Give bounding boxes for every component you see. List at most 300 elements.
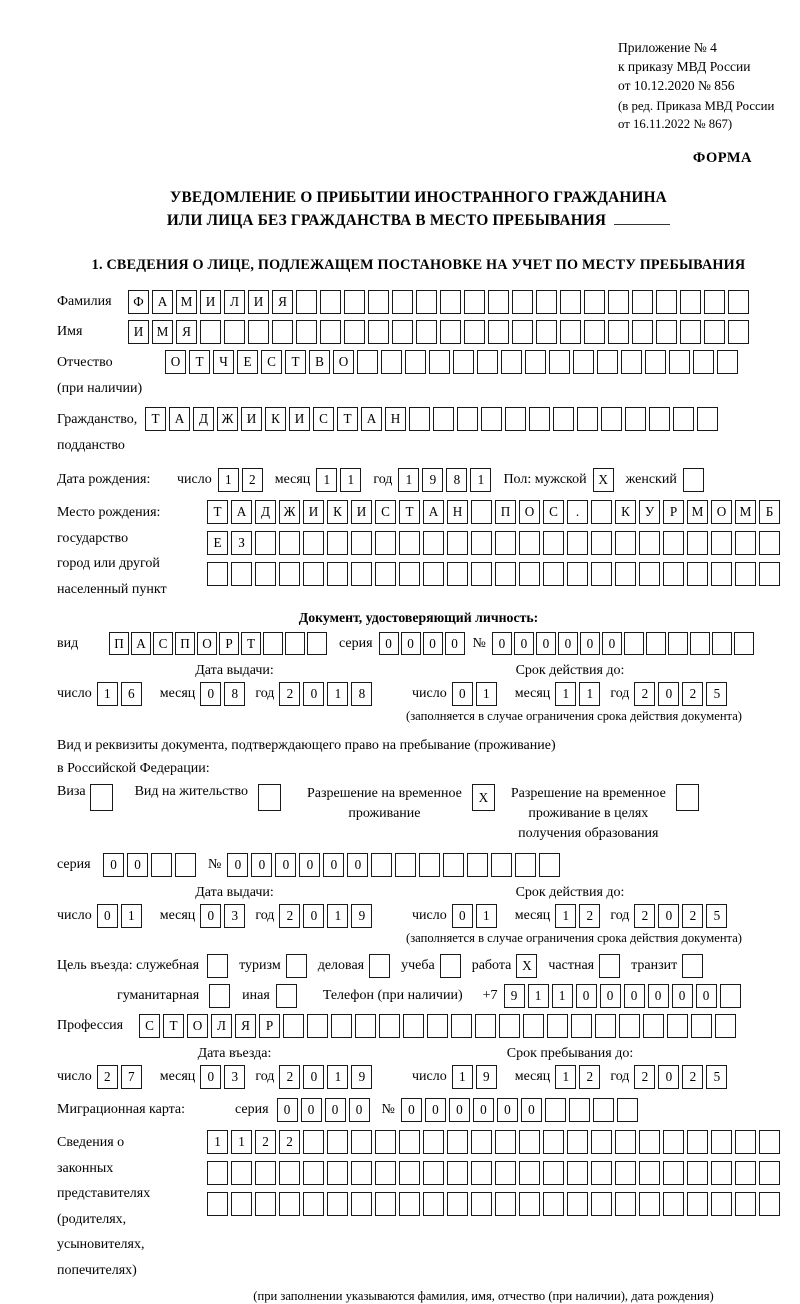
char-cell[interactable] xyxy=(543,562,564,586)
char-cell[interactable] xyxy=(646,632,666,655)
char-cell[interactable]: М xyxy=(152,320,173,344)
char-cell[interactable] xyxy=(735,1130,756,1154)
char-cell[interactable] xyxy=(368,320,389,344)
char-cell[interactable]: 0 xyxy=(658,904,679,928)
char-cell[interactable] xyxy=(697,407,718,431)
char-cell[interactable] xyxy=(591,531,612,555)
char-cell[interactable]: Л xyxy=(211,1014,232,1038)
char-cell[interactable] xyxy=(375,1192,396,1216)
char-cell[interactable] xyxy=(668,632,688,655)
char-cell[interactable] xyxy=(285,632,305,655)
char-cell[interactable]: 9 xyxy=(351,1065,372,1089)
char-cell[interactable] xyxy=(687,1192,708,1216)
char-cell[interactable]: 2 xyxy=(255,1130,276,1154)
char-cell[interactable] xyxy=(712,632,732,655)
char-cell[interactable] xyxy=(687,1130,708,1154)
char-cell[interactable] xyxy=(595,1014,616,1038)
char-cell[interactable] xyxy=(615,1130,636,1154)
transit-checkbox[interactable] xyxy=(682,954,703,978)
char-cell[interactable] xyxy=(639,1130,660,1154)
char-cell[interactable] xyxy=(615,1192,636,1216)
char-cell[interactable] xyxy=(423,1192,444,1216)
char-cell[interactable]: Ч xyxy=(213,350,234,374)
char-cell[interactable]: А xyxy=(152,290,173,314)
char-cell[interactable]: С xyxy=(139,1014,160,1038)
char-cell[interactable] xyxy=(663,1130,684,1154)
char-cell[interactable] xyxy=(375,562,396,586)
char-cell[interactable]: 1 xyxy=(207,1130,228,1154)
char-cell[interactable]: О xyxy=(711,500,732,524)
humanitarian-checkbox[interactable] xyxy=(209,984,230,1008)
char-cell[interactable]: О xyxy=(333,350,354,374)
char-cell[interactable] xyxy=(231,1161,252,1185)
char-cell[interactable]: Я xyxy=(176,320,197,344)
char-cell[interactable]: 2 xyxy=(682,1065,703,1089)
char-cell[interactable]: 0 xyxy=(303,1065,324,1089)
char-cell[interactable] xyxy=(403,1014,424,1038)
char-cell[interactable] xyxy=(567,1130,588,1154)
char-cell[interactable]: 2 xyxy=(682,682,703,706)
char-cell[interactable]: 1 xyxy=(218,468,239,492)
temp-residence-edu-checkbox[interactable] xyxy=(676,784,699,811)
char-cell[interactable]: Т xyxy=(241,632,261,655)
char-cell[interactable]: 8 xyxy=(224,682,245,706)
char-cell[interactable]: И xyxy=(241,407,262,431)
char-cell[interactable] xyxy=(399,1161,420,1185)
char-cell[interactable]: А xyxy=(131,632,151,655)
char-cell[interactable]: 2 xyxy=(279,682,300,706)
private-checkbox[interactable] xyxy=(599,954,620,978)
char-cell[interactable] xyxy=(573,350,594,374)
char-cell[interactable]: С xyxy=(153,632,173,655)
char-cell[interactable]: 0 xyxy=(521,1098,542,1122)
char-cell[interactable]: 0 xyxy=(349,1098,370,1122)
char-cell[interactable] xyxy=(715,1014,736,1038)
char-cell[interactable] xyxy=(608,320,629,344)
char-cell[interactable]: О xyxy=(197,632,217,655)
char-cell[interactable] xyxy=(351,1192,372,1216)
char-cell[interactable] xyxy=(207,1161,228,1185)
char-cell[interactable]: 0 xyxy=(497,1098,518,1122)
char-cell[interactable] xyxy=(423,1161,444,1185)
char-cell[interactable] xyxy=(759,1130,780,1154)
char-cell[interactable] xyxy=(471,1192,492,1216)
char-cell[interactable]: 1 xyxy=(555,1065,576,1089)
char-cell[interactable] xyxy=(529,407,550,431)
char-cell[interactable]: 1 xyxy=(97,682,118,706)
char-cell[interactable]: О xyxy=(165,350,186,374)
char-cell[interactable]: С xyxy=(313,407,334,431)
char-cell[interactable]: Н xyxy=(385,407,406,431)
char-cell[interactable] xyxy=(151,853,172,877)
char-cell[interactable] xyxy=(283,1014,304,1038)
char-cell[interactable] xyxy=(371,853,392,877)
char-cell[interactable] xyxy=(567,531,588,555)
char-cell[interactable] xyxy=(560,320,581,344)
char-cell[interactable] xyxy=(591,562,612,586)
char-cell[interactable] xyxy=(704,290,725,314)
char-cell[interactable] xyxy=(471,1130,492,1154)
char-cell[interactable]: Н xyxy=(447,500,468,524)
char-cell[interactable]: 0 xyxy=(536,632,556,655)
char-cell[interactable]: Т xyxy=(399,500,420,524)
char-cell[interactable] xyxy=(375,1130,396,1154)
char-cell[interactable]: 2 xyxy=(279,1065,300,1089)
char-cell[interactable] xyxy=(619,1014,640,1038)
char-cell[interactable]: 0 xyxy=(103,853,124,877)
char-cell[interactable] xyxy=(427,1014,448,1038)
char-cell[interactable] xyxy=(327,562,348,586)
char-cell[interactable] xyxy=(663,562,684,586)
char-cell[interactable] xyxy=(536,320,557,344)
char-cell[interactable]: 0 xyxy=(323,853,344,877)
char-cell[interactable] xyxy=(279,1161,300,1185)
char-cell[interactable] xyxy=(344,320,365,344)
char-cell[interactable]: 2 xyxy=(279,1130,300,1154)
char-cell[interactable]: 1 xyxy=(327,904,348,928)
char-cell[interactable] xyxy=(571,1014,592,1038)
char-cell[interactable] xyxy=(395,853,416,877)
char-cell[interactable] xyxy=(255,1192,276,1216)
char-cell[interactable] xyxy=(543,531,564,555)
char-cell[interactable] xyxy=(639,562,660,586)
char-cell[interactable]: 0 xyxy=(514,632,534,655)
char-cell[interactable]: . xyxy=(567,500,588,524)
char-cell[interactable]: 1 xyxy=(452,1065,473,1089)
char-cell[interactable] xyxy=(593,1098,614,1122)
char-cell[interactable] xyxy=(669,350,690,374)
char-cell[interactable] xyxy=(375,1161,396,1185)
char-cell[interactable] xyxy=(720,984,741,1008)
char-cell[interactable] xyxy=(617,1098,638,1122)
char-cell[interactable]: 2 xyxy=(682,904,703,928)
char-cell[interactable]: П xyxy=(109,632,129,655)
char-cell[interactable] xyxy=(175,853,196,877)
char-cell[interactable]: Т xyxy=(189,350,210,374)
char-cell[interactable]: 2 xyxy=(579,904,600,928)
char-cell[interactable] xyxy=(519,1161,540,1185)
char-cell[interactable] xyxy=(351,562,372,586)
char-cell[interactable] xyxy=(429,350,450,374)
char-cell[interactable] xyxy=(515,853,536,877)
char-cell[interactable] xyxy=(399,531,420,555)
char-cell[interactable]: 0 xyxy=(347,853,368,877)
char-cell[interactable]: 5 xyxy=(706,1065,727,1089)
char-cell[interactable] xyxy=(440,320,461,344)
char-cell[interactable] xyxy=(567,562,588,586)
char-cell[interactable] xyxy=(759,562,780,586)
char-cell[interactable] xyxy=(331,1014,352,1038)
char-cell[interactable] xyxy=(451,1014,472,1038)
char-cell[interactable] xyxy=(488,290,509,314)
char-cell[interactable]: 0 xyxy=(200,682,221,706)
char-cell[interactable] xyxy=(423,531,444,555)
char-cell[interactable] xyxy=(351,1161,372,1185)
char-cell[interactable]: Я xyxy=(235,1014,256,1038)
char-cell[interactable] xyxy=(553,407,574,431)
char-cell[interactable]: 1 xyxy=(528,984,549,1008)
char-cell[interactable]: 0 xyxy=(648,984,669,1008)
char-cell[interactable] xyxy=(624,632,644,655)
char-cell[interactable]: 0 xyxy=(401,632,421,655)
char-cell[interactable] xyxy=(320,290,341,314)
char-cell[interactable] xyxy=(320,320,341,344)
char-cell[interactable] xyxy=(639,1161,660,1185)
char-cell[interactable] xyxy=(399,1192,420,1216)
char-cell[interactable]: 9 xyxy=(504,984,525,1008)
char-cell[interactable]: А xyxy=(361,407,382,431)
business-checkbox[interactable] xyxy=(207,954,228,978)
char-cell[interactable]: 0 xyxy=(303,682,324,706)
char-cell[interactable] xyxy=(399,562,420,586)
char-cell[interactable] xyxy=(447,1192,468,1216)
visa-checkbox[interactable] xyxy=(90,784,113,811)
char-cell[interactable]: 1 xyxy=(398,468,419,492)
char-cell[interactable] xyxy=(560,290,581,314)
char-cell[interactable]: И xyxy=(303,500,324,524)
char-cell[interactable] xyxy=(567,1161,588,1185)
char-cell[interactable] xyxy=(608,290,629,314)
char-cell[interactable] xyxy=(224,320,245,344)
char-cell[interactable]: 0 xyxy=(200,1065,221,1089)
char-cell[interactable] xyxy=(255,1161,276,1185)
char-cell[interactable] xyxy=(351,531,372,555)
char-cell[interactable] xyxy=(523,1014,544,1038)
char-cell[interactable] xyxy=(207,562,228,586)
char-cell[interactable]: 0 xyxy=(251,853,272,877)
char-cell[interactable] xyxy=(495,562,516,586)
char-cell[interactable]: Т xyxy=(145,407,166,431)
char-cell[interactable] xyxy=(759,1161,780,1185)
char-cell[interactable]: Я xyxy=(272,290,293,314)
char-cell[interactable]: 0 xyxy=(303,904,324,928)
char-cell[interactable]: 0 xyxy=(277,1098,298,1122)
char-cell[interactable] xyxy=(392,320,413,344)
char-cell[interactable] xyxy=(495,1161,516,1185)
char-cell[interactable]: 0 xyxy=(425,1098,446,1122)
char-cell[interactable]: М xyxy=(735,500,756,524)
char-cell[interactable] xyxy=(447,531,468,555)
char-cell[interactable]: 2 xyxy=(97,1065,118,1089)
char-cell[interactable] xyxy=(491,853,512,877)
char-cell[interactable]: 2 xyxy=(242,468,263,492)
char-cell[interactable]: 0 xyxy=(200,904,221,928)
char-cell[interactable]: 1 xyxy=(476,682,497,706)
char-cell[interactable]: 1 xyxy=(327,682,348,706)
char-cell[interactable] xyxy=(447,562,468,586)
char-cell[interactable] xyxy=(621,350,642,374)
char-cell[interactable]: 1 xyxy=(555,904,576,928)
char-cell[interactable]: И xyxy=(200,290,221,314)
char-cell[interactable]: О xyxy=(187,1014,208,1038)
char-cell[interactable]: Е xyxy=(207,531,228,555)
char-cell[interactable] xyxy=(471,531,492,555)
char-cell[interactable]: 0 xyxy=(449,1098,470,1122)
char-cell[interactable] xyxy=(639,1192,660,1216)
char-cell[interactable] xyxy=(231,1192,252,1216)
char-cell[interactable]: З xyxy=(231,531,252,555)
char-cell[interactable]: 0 xyxy=(600,984,621,1008)
char-cell[interactable]: Р xyxy=(259,1014,280,1038)
char-cell[interactable] xyxy=(591,1130,612,1154)
char-cell[interactable]: У xyxy=(639,500,660,524)
other-checkbox[interactable] xyxy=(276,984,297,1008)
char-cell[interactable] xyxy=(392,290,413,314)
temp-residence-checkbox[interactable]: X xyxy=(472,784,495,811)
char-cell[interactable] xyxy=(279,562,300,586)
char-cell[interactable] xyxy=(691,1014,712,1038)
char-cell[interactable] xyxy=(351,1130,372,1154)
char-cell[interactable]: 0 xyxy=(301,1098,322,1122)
char-cell[interactable] xyxy=(255,562,276,586)
char-cell[interactable] xyxy=(539,853,560,877)
char-cell[interactable]: Т xyxy=(163,1014,184,1038)
char-cell[interactable] xyxy=(536,290,557,314)
char-cell[interactable] xyxy=(717,350,738,374)
char-cell[interactable] xyxy=(735,1192,756,1216)
char-cell[interactable]: И xyxy=(128,320,149,344)
char-cell[interactable] xyxy=(207,1192,228,1216)
char-cell[interactable] xyxy=(711,562,732,586)
char-cell[interactable]: К xyxy=(265,407,286,431)
char-cell[interactable] xyxy=(501,350,522,374)
char-cell[interactable]: 1 xyxy=(579,682,600,706)
char-cell[interactable] xyxy=(475,1014,496,1038)
char-cell[interactable] xyxy=(547,1014,568,1038)
char-cell[interactable]: 1 xyxy=(316,468,337,492)
char-cell[interactable]: 0 xyxy=(672,984,693,1008)
char-cell[interactable] xyxy=(327,1161,348,1185)
char-cell[interactable] xyxy=(639,531,660,555)
char-cell[interactable]: Ж xyxy=(279,500,300,524)
char-cell[interactable] xyxy=(663,1161,684,1185)
char-cell[interactable]: 0 xyxy=(580,632,600,655)
char-cell[interactable] xyxy=(632,290,653,314)
char-cell[interactable] xyxy=(272,320,293,344)
study-checkbox[interactable] xyxy=(440,954,461,978)
char-cell[interactable]: Т xyxy=(207,500,228,524)
char-cell[interactable] xyxy=(419,853,440,877)
char-cell[interactable] xyxy=(584,320,605,344)
char-cell[interactable]: Т xyxy=(285,350,306,374)
char-cell[interactable]: П xyxy=(175,632,195,655)
char-cell[interactable] xyxy=(567,1192,588,1216)
char-cell[interactable] xyxy=(471,562,492,586)
char-cell[interactable]: Л xyxy=(224,290,245,314)
char-cell[interactable] xyxy=(693,350,714,374)
char-cell[interactable] xyxy=(416,320,437,344)
char-cell[interactable]: 0 xyxy=(452,682,473,706)
char-cell[interactable]: 0 xyxy=(423,632,443,655)
char-cell[interactable]: 9 xyxy=(422,468,443,492)
char-cell[interactable] xyxy=(615,1161,636,1185)
char-cell[interactable] xyxy=(416,290,437,314)
char-cell[interactable]: О xyxy=(519,500,540,524)
delovaya-checkbox[interactable] xyxy=(369,954,390,978)
char-cell[interactable]: Ж xyxy=(217,407,238,431)
char-cell[interactable] xyxy=(440,290,461,314)
char-cell[interactable]: 6 xyxy=(121,682,142,706)
char-cell[interactable]: 3 xyxy=(224,904,245,928)
char-cell[interactable] xyxy=(519,562,540,586)
char-cell[interactable] xyxy=(680,320,701,344)
char-cell[interactable] xyxy=(569,1098,590,1122)
char-cell[interactable] xyxy=(545,1098,566,1122)
char-cell[interactable] xyxy=(443,853,464,877)
char-cell[interactable]: 2 xyxy=(634,1065,655,1089)
char-cell[interactable] xyxy=(423,1130,444,1154)
residence-permit-checkbox[interactable] xyxy=(258,784,281,811)
char-cell[interactable] xyxy=(645,350,666,374)
char-cell[interactable] xyxy=(615,531,636,555)
char-cell[interactable] xyxy=(728,290,749,314)
char-cell[interactable] xyxy=(381,350,402,374)
char-cell[interactable]: 1 xyxy=(340,468,361,492)
char-cell[interactable] xyxy=(279,1192,300,1216)
char-cell[interactable]: 2 xyxy=(634,682,655,706)
char-cell[interactable] xyxy=(357,350,378,374)
char-cell[interactable] xyxy=(543,1130,564,1154)
char-cell[interactable]: Б xyxy=(759,500,780,524)
char-cell[interactable] xyxy=(355,1014,376,1038)
char-cell[interactable] xyxy=(495,1130,516,1154)
char-cell[interactable]: Р xyxy=(663,500,684,524)
char-cell[interactable]: 0 xyxy=(401,1098,422,1122)
char-cell[interactable] xyxy=(368,290,389,314)
char-cell[interactable] xyxy=(464,290,485,314)
char-cell[interactable] xyxy=(231,562,252,586)
char-cell[interactable]: 0 xyxy=(127,853,148,877)
char-cell[interactable] xyxy=(728,320,749,344)
char-cell[interactable] xyxy=(735,1161,756,1185)
char-cell[interactable] xyxy=(248,320,269,344)
char-cell[interactable] xyxy=(663,1192,684,1216)
char-cell[interactable]: 5 xyxy=(706,682,727,706)
char-cell[interactable]: А xyxy=(423,500,444,524)
char-cell[interactable] xyxy=(687,531,708,555)
char-cell[interactable] xyxy=(663,531,684,555)
char-cell[interactable] xyxy=(656,290,677,314)
char-cell[interactable]: В xyxy=(309,350,330,374)
char-cell[interactable]: А xyxy=(231,500,252,524)
char-cell[interactable]: 1 xyxy=(555,682,576,706)
char-cell[interactable] xyxy=(643,1014,664,1038)
char-cell[interactable]: 1 xyxy=(327,1065,348,1089)
char-cell[interactable] xyxy=(543,1161,564,1185)
char-cell[interactable]: Т xyxy=(337,407,358,431)
char-cell[interactable] xyxy=(200,320,221,344)
char-cell[interactable] xyxy=(447,1161,468,1185)
char-cell[interactable] xyxy=(327,531,348,555)
char-cell[interactable]: Р xyxy=(219,632,239,655)
char-cell[interactable]: 0 xyxy=(658,682,679,706)
char-cell[interactable] xyxy=(543,1192,564,1216)
char-cell[interactable] xyxy=(481,407,502,431)
char-cell[interactable]: 0 xyxy=(624,984,645,1008)
char-cell[interactable]: 0 xyxy=(445,632,465,655)
char-cell[interactable]: П xyxy=(495,500,516,524)
char-cell[interactable]: А xyxy=(169,407,190,431)
char-cell[interactable] xyxy=(690,632,710,655)
char-cell[interactable] xyxy=(597,350,618,374)
char-cell[interactable] xyxy=(488,320,509,344)
char-cell[interactable] xyxy=(409,407,430,431)
char-cell[interactable] xyxy=(512,320,533,344)
char-cell[interactable]: 0 xyxy=(492,632,512,655)
char-cell[interactable] xyxy=(591,500,612,524)
char-cell[interactable] xyxy=(379,1014,400,1038)
char-cell[interactable] xyxy=(307,1014,328,1038)
